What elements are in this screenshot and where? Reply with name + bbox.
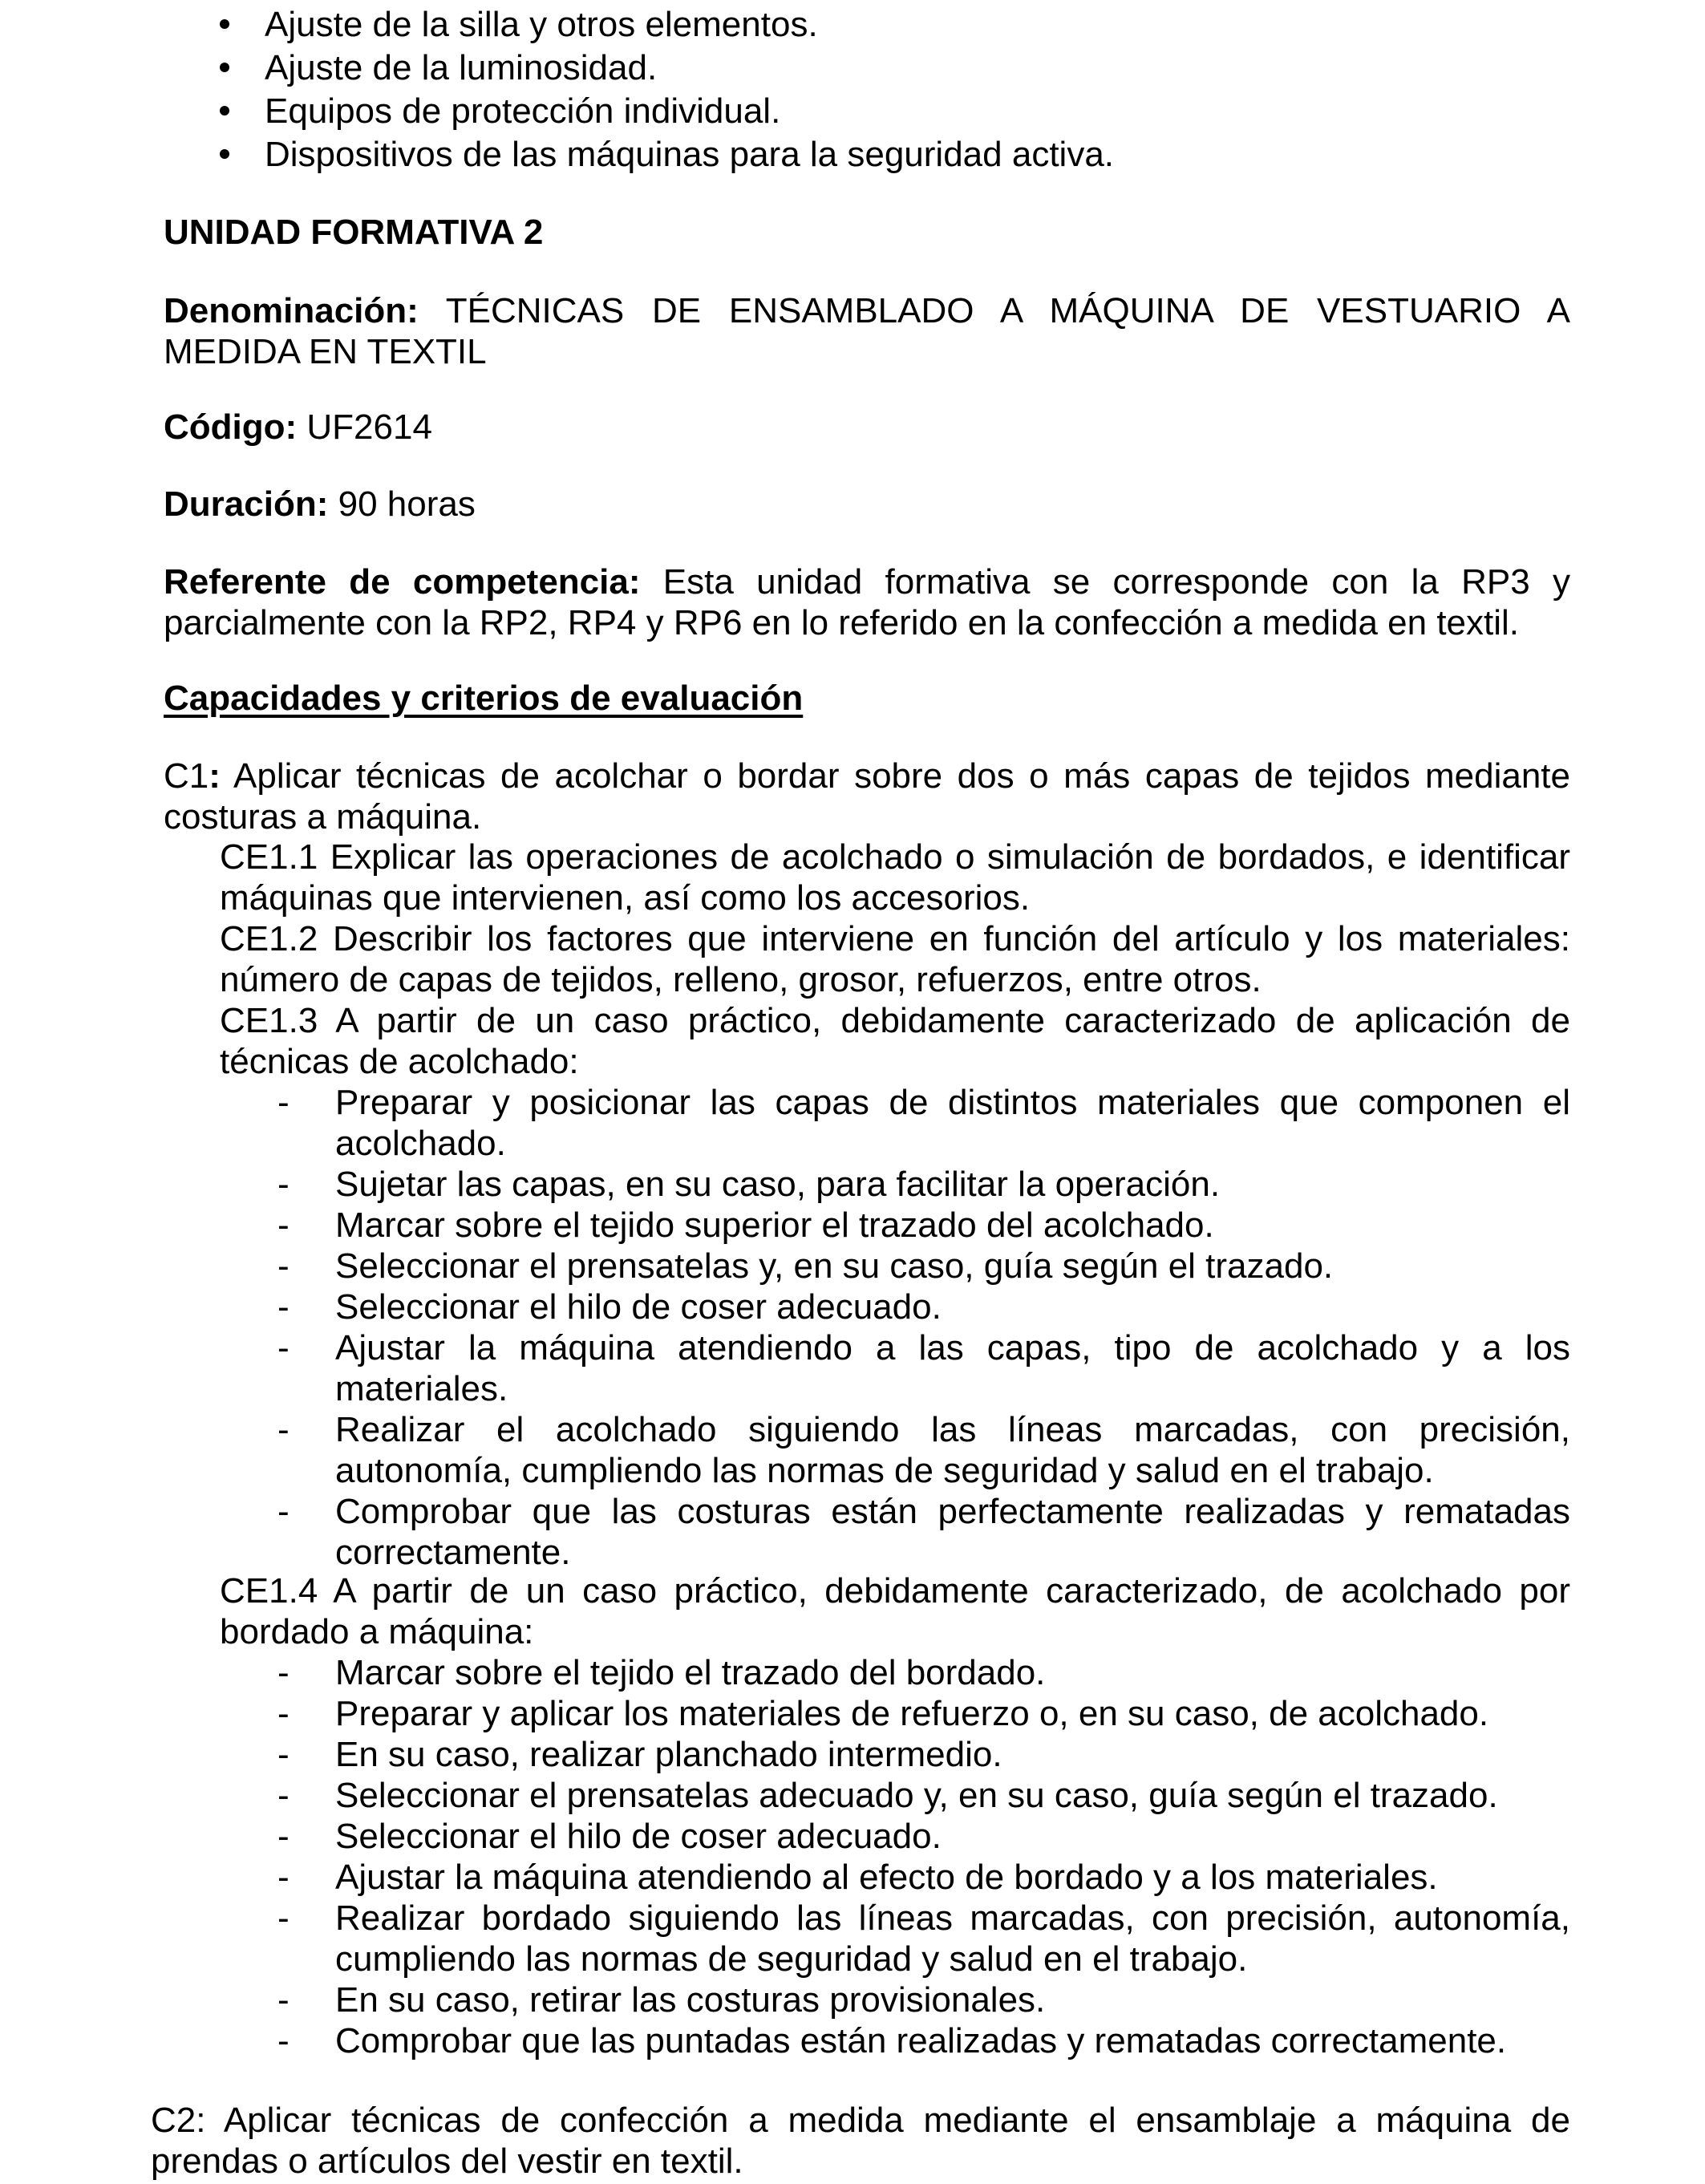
list-item: - Seleccionar el hilo de coser adecuado. [277, 1817, 942, 1856]
duracion-label: Duración: [164, 484, 329, 524]
c2-paragraph: C2: Aplicar técnicas de confección a medida mediante el ensamblaje a máquina de prendas o artículos del vestir en textil. [151, 2101, 1570, 2181]
list-item: - Comprobar que las costuras están perfectamente realizadas y rematadas correctamente. [277, 1492, 1570, 1572]
list-item: - Preparar y aplicar los materiales de refuerzo o, en su caso, de acolchado. [277, 1694, 1489, 1733]
ce1-4-list [277, 1652, 1570, 2061]
duracion-value: 90 horas [338, 484, 476, 524]
list-item: - Marcar sobre el tejido el trazado del bordado. [277, 1653, 1046, 1692]
list-item: - Ajustar la máquina atendiendo al efecto de bordado y a los materiales. [277, 1858, 1438, 1897]
list-item: Dispositivos de las máquinas para la seguridad activa. [265, 133, 1548, 176]
referente-paragraph [164, 561, 1570, 643]
bullet-icon [220, 63, 229, 72]
list-item: - Seleccionar el prensatelas adecuado y, en su caso, guía según el trazado. [277, 1776, 1498, 1815]
ce1-3-paragraph: CE1.3 A partir de un caso práctico, debidamente caracterizado de aplicación de técnicas de acolchado: [220, 1001, 1570, 1081]
dash-marker: - [277, 1083, 290, 1122]
referente-label: Referente de competencia: [164, 562, 641, 602]
ce1-3-list [277, 1082, 1570, 1573]
list-item: Equipos de protección individual. [265, 90, 1548, 133]
unit-heading: UNIDAD FORMATIVA 2 [164, 213, 544, 252]
list-item: - Marcar sobre el tejido superior el trazado del acolchado. [277, 1205, 1214, 1245]
list-item: - Seleccionar el prensatelas y, en su caso, guía según el trazado. [277, 1246, 1334, 1286]
list-item: - Realizar el acolchado siguiendo las líneas marcadas, con precisión, autonomía, cumpliendo las normas de seguridad y salud en el trabajo. [277, 1410, 1570, 1490]
denominacion-paragraph [164, 290, 1570, 372]
duracion-paragraph [164, 484, 1570, 525]
capacidades-heading: Capacidades y criterios de evaluación [164, 679, 804, 718]
ce1-1-paragraph: CE1.1 Explicar las operaciones de acolchado o simulación de bordados, e identificar máquinas que intervienen, así como los accesorios. [220, 837, 1570, 918]
ce1-4-paragraph: CE1.4 A partir de un caso práctico, debidamente caracterizado, de acolchado por bordado a máquina: [220, 1571, 1570, 1651]
dash-marker: - [277, 1980, 290, 2020]
list-item: - Comprobar que las puntadas están realizadas y rematadas correctamente. [277, 2021, 1507, 2060]
dash-marker: - [277, 1898, 290, 1938]
list-item: - En su caso, realizar planchado intermedio. [277, 1735, 1002, 1774]
list-item: - Ajustar la máquina atendiendo a las capas, tipo de acolchado y a los materiales. [277, 1328, 1570, 1408]
dash-marker: - [277, 1410, 290, 1449]
referente-value: Esta unidad formativa se corresponde con la RP3 y parcialmente con la RP2, RP4 y RP6 en lo referido en la confección a medida en textil. [164, 562, 1570, 642]
dash-marker: - [277, 1328, 290, 1368]
dash-marker: - [277, 1492, 290, 1531]
dash-marker: - [277, 1735, 290, 1774]
c1-code: C1 [164, 756, 209, 796]
bullet-icon [220, 19, 229, 29]
list-item: - Realizar bordado siguiendo las líneas marcadas, con precisión, autonomía, cumpliendo las normas de seguridad y salud en el trabajo. [277, 1898, 1570, 1979]
c1-colon: : [209, 756, 221, 796]
dash-marker: - [277, 1653, 290, 1692]
ce1-2-paragraph: CE1.2 Describir los factores que interviene en función del artículo y los materiales: número de capas de tejidos, relleno, grosor, refuerzos, entre otros. [220, 919, 1570, 999]
list-item: - Seleccionar el hilo de coser adecuado. [277, 1287, 942, 1327]
list-item: Ajuste de la silla y otros elementos. [265, 3, 1548, 47]
dash-marker: - [277, 1246, 290, 1286]
denominacion-label: Denominación: [164, 291, 419, 330]
codigo-value: UF2614 [306, 407, 432, 447]
top-bullet-list [265, 3, 1548, 176]
dash-marker: - [277, 2021, 290, 2060]
c1-text: Aplicar técnicas de acolchar o bordar sobre dos o más capas de tejidos mediante costuras a máquina. [164, 756, 1570, 837]
list-item: - Sujetar las capas, en su caso, para facilitar la operación. [277, 1165, 1221, 1204]
codigo-paragraph [164, 407, 1570, 448]
dash-marker: - [277, 1287, 290, 1327]
list-item: - Preparar y posicionar las capas de distintos materiales que componen el acolchado. [277, 1083, 1570, 1163]
bullet-icon [220, 106, 229, 115]
dash-marker: - [277, 1817, 290, 1856]
dash-marker: - [277, 1165, 290, 1204]
list-item: - En su caso, retirar las costuras provisionales. [277, 1980, 1046, 2020]
dash-marker: - [277, 1694, 290, 1733]
codigo-label: Código: [164, 407, 298, 447]
dash-marker: - [277, 1858, 290, 1897]
denominacion-value: TÉCNICAS DE ENSAMBLADO A MÁQUINA DE VESTUARIO A MEDIDA EN TEXTIL [164, 291, 1570, 371]
c1-paragraph [164, 756, 1570, 837]
bullet-icon [220, 149, 229, 159]
list-item: Ajuste de la luminosidad. [265, 47, 1548, 90]
dash-marker: - [277, 1205, 290, 1245]
dash-marker: - [277, 1776, 290, 1815]
